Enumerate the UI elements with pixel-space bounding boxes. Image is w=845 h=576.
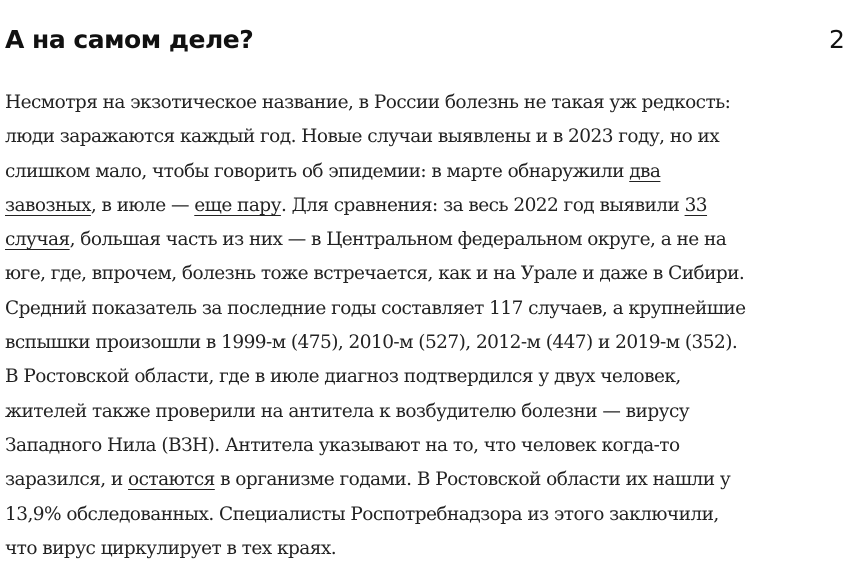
paragraph-line [5,155,842,189]
paragraph-text: заразился, и [5,469,129,491]
paragraph-text: в организме годами. В Ростовской области их нашли у [214,469,731,491]
paragraph-line: вспышки произошли в 1999-м (475), 2010-м (527), 2012-м (447) и 2019-м (352). [5,332,738,354]
paragraph-text: слишком мало, чтобы говорить об эпидемии: в марте обнаружили [5,160,630,182]
paragraph-line: что вирус циркулирует в тех краях. [5,537,337,559]
paragraph-line: жителей также проверили на антитела к возбудителю болезни — вирусу [5,400,690,422]
page-number: 2 [829,25,845,54]
paragraph-line: Западного Нила (ВЗН). Антитела указывают на то, что человек когда-то [5,434,680,456]
paragraph-text: , большая часть из них — в Центральном федеральном округе, а не на [69,229,727,251]
link-two-imported-cases[interactable]: два [629,160,661,182]
link-two-imported-cases[interactable]: завозных [5,194,91,216]
paragraph-line: Средний показатель за последние годы составляет 117 случаев, а крупнейшие [5,297,746,319]
link-remain[interactable]: остаются [128,469,215,491]
article-paragraph [5,86,842,566]
paragraph-line [5,463,842,497]
paragraph-text: . Для сравнения: за весь 2022 год выявили [280,194,685,216]
paragraph-line [5,223,842,257]
paragraph-line: люди заражаются каждый год. Новые случаи выявлены и в 2023 году, но их [5,126,720,148]
link-33-cases[interactable]: случая [5,229,70,251]
section-heading: А на самом деле? [5,25,254,54]
paragraph-line: В Ростовской области, где в июле диагноз подтвердился у двух человек, [5,366,681,388]
paragraph-line: Несмотря на экзотическое название, в России болезнь не такая уж редкость: [5,92,731,113]
link-33-cases[interactable]: 33 [684,194,708,216]
paragraph-line [5,189,842,223]
paragraph-line: 13,9% обследованных. Специалисты Роспотребнадзора из этого заключили, [5,503,719,525]
paragraph-line: юге, где, впрочем, болезнь тоже встречается, как и на Урале и даже в Сибири. [5,263,745,285]
link-another-pair[interactable]: еще пару [194,194,281,216]
paragraph-text: , в июле — [90,194,195,216]
